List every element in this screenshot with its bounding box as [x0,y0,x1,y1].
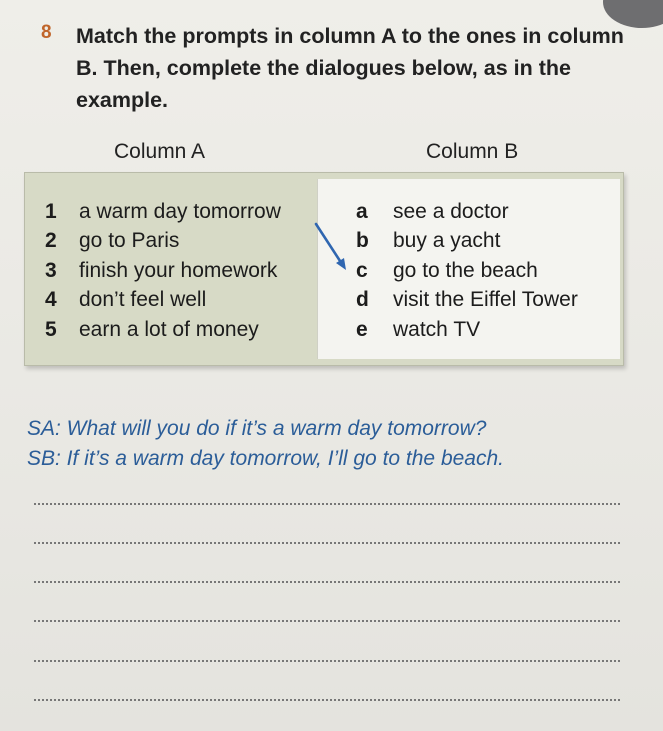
item-number: 2 [45,229,57,252]
item-letter: b [356,229,369,252]
item-text: visit the Eiffel Tower [393,288,578,311]
item-text: earn a lot of money [79,318,259,341]
example-question: SA: What will you do if it’s a warm day tomorrow? [27,417,487,440]
item-letter: e [356,318,368,341]
item-number: 5 [45,318,57,341]
item-text: buy a yacht [393,229,501,252]
column-b-header: Column B [426,140,519,163]
item-text: a warm day tomorrow [79,200,281,223]
answer-line[interactable] [34,660,620,662]
item-text: watch TV [393,318,481,341]
exercise-number: 8 [41,22,52,43]
match-arrow-icon [312,220,350,272]
item-text: go to the beach [393,259,538,282]
column-a-header: Column A [114,140,206,163]
answer-line[interactable] [34,503,620,505]
example-answer: SB: If it’s a warm day tomorrow, I’ll go to the beach. [27,447,504,470]
item-text: see a doctor [393,200,509,223]
exercise-instructions: Match the prompts in column A to the ones in column B. Then, complete the dialogues below, as in the example. [76,24,624,112]
item-text: finish your homework [79,259,278,282]
answer-line[interactable] [34,699,620,701]
answer-line[interactable] [34,581,620,583]
item-letter: c [356,259,368,282]
item-letter: d [356,288,369,311]
item-letter: a [356,200,368,223]
item-text: go to Paris [79,229,180,252]
item-number: 4 [45,288,57,311]
item-number: 3 [45,259,57,282]
answer-line[interactable] [34,542,620,544]
item-number: 1 [45,200,57,223]
item-text: don’t feel well [79,288,207,311]
answer-line[interactable] [34,620,620,622]
